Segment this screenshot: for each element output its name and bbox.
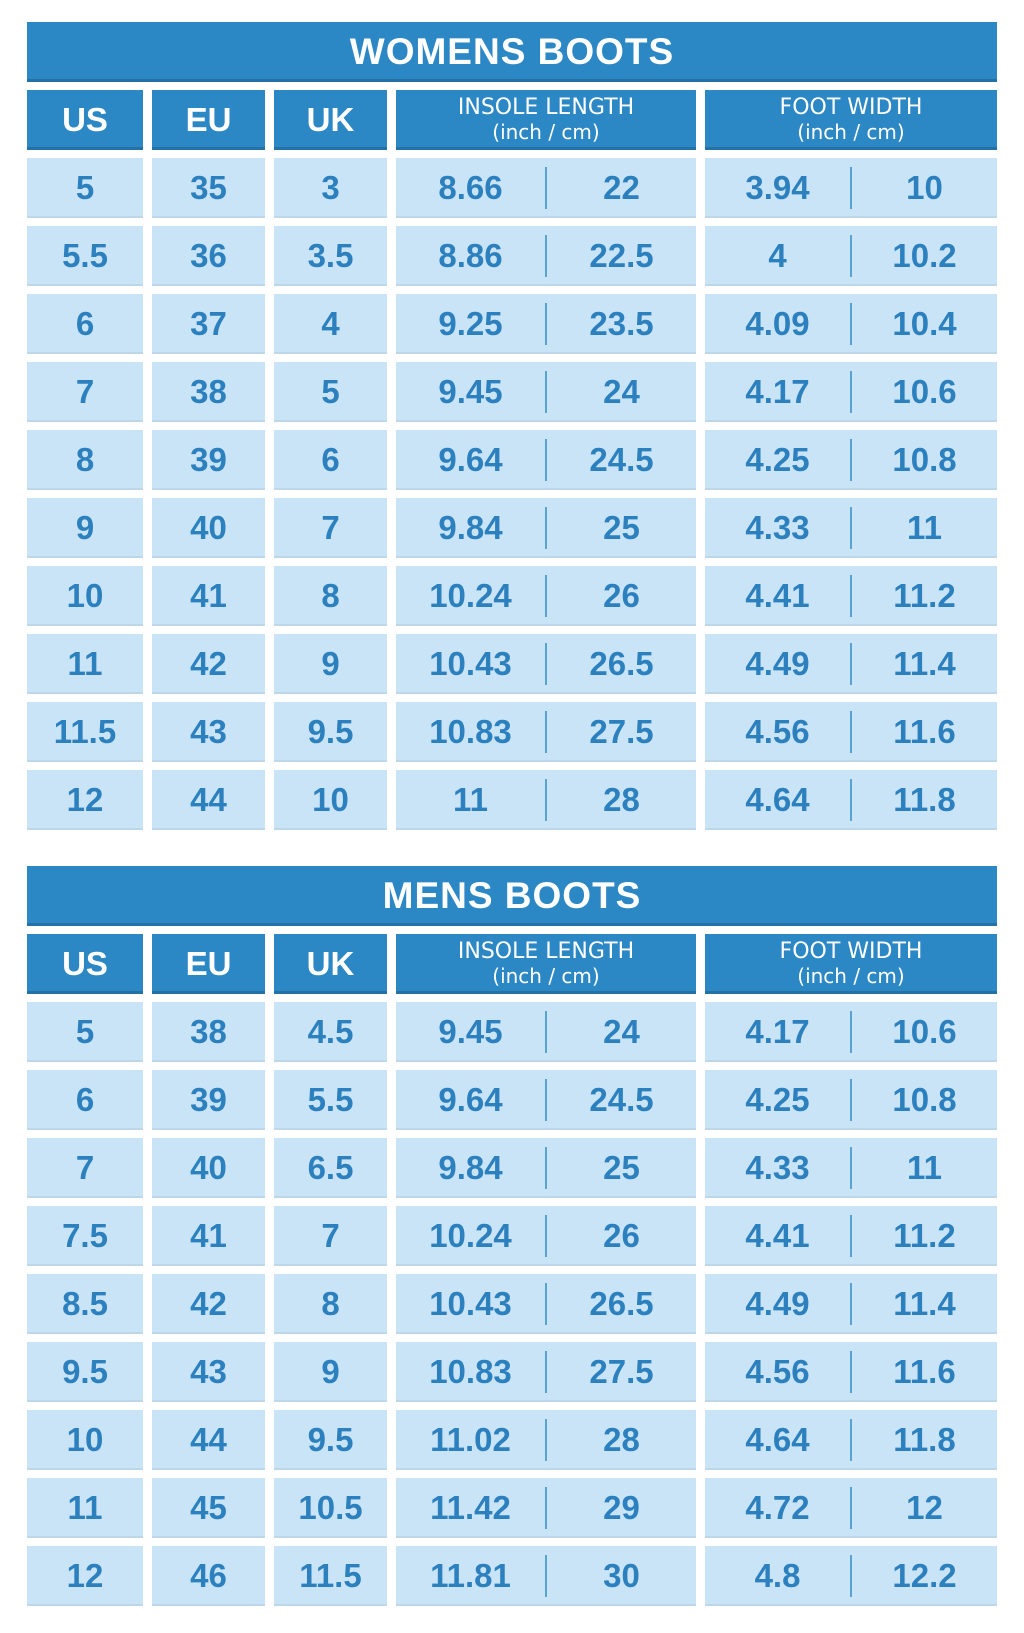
cell-uk: 9.5 <box>274 702 387 762</box>
cell-insole-cm: 25 <box>603 509 640 546</box>
cell-insole-pair <box>396 1342 696 1402</box>
cell-insole-inch: 11 <box>453 781 488 818</box>
column-header-insole-length <box>396 90 696 150</box>
cell-insole-inch: 9.84 <box>438 509 503 546</box>
cell-foot-inch: 4.09 <box>745 305 810 342</box>
cell-us: 5.5 <box>27 226 143 286</box>
cell-eu: 44 <box>152 770 265 830</box>
cell-foot-inch: 4.8 <box>754 1557 801 1594</box>
cell-foot-inch: 3.94 <box>745 169 810 206</box>
cell-foot-inch: 4.17 <box>745 373 810 410</box>
cell-insole-inch: 9.64 <box>438 441 503 478</box>
cell-insole-pair <box>396 430 696 490</box>
cell-insole-cm: 30 <box>603 1557 640 1594</box>
cell-foot-inch: 4.64 <box>745 1421 810 1458</box>
cell-us: 7 <box>27 362 143 422</box>
cell-foot-cm: 11 <box>907 1149 942 1186</box>
cell-us: 10 <box>27 566 143 626</box>
cell-uk: 7 <box>274 1206 387 1266</box>
cell-insole-cm: 29 <box>603 1489 640 1526</box>
cell-insole-cm: 27.5 <box>589 1353 654 1390</box>
cell-foot-cm: 10 <box>906 169 943 206</box>
cell-us: 8.5 <box>27 1274 143 1334</box>
cell-insole-inch: 10.43 <box>429 645 512 682</box>
cell-foot-pair <box>705 770 997 830</box>
cell-insole-pair <box>396 158 696 218</box>
cell-foot-cm: 11.4 <box>893 645 956 682</box>
cell-foot-pair <box>705 1410 997 1470</box>
cell-eu: 46 <box>152 1546 265 1606</box>
cell-foot-pair <box>705 430 997 490</box>
cell-insole-cm: 26 <box>603 577 640 614</box>
cell-insole-pair <box>396 1410 696 1470</box>
cell-insole-inch: 9.64 <box>438 1081 503 1118</box>
cell-foot-pair <box>705 498 997 558</box>
cell-foot-pair <box>705 634 997 694</box>
column-header-foot-width <box>705 934 997 994</box>
cell-insole-pair <box>396 770 696 830</box>
cell-insole-cm: 23.5 <box>589 305 654 342</box>
cell-us: 12 <box>27 770 143 830</box>
cell-foot-inch: 4.56 <box>745 1353 810 1390</box>
cell-foot-cm: 10.6 <box>892 1013 957 1050</box>
cell-us: 6 <box>27 1070 143 1130</box>
cell-insole-pair <box>396 1138 696 1198</box>
cell-foot-cm: 11.6 <box>893 1353 956 1390</box>
cell-eu: 42 <box>152 1274 265 1334</box>
column-header-foot-width-unit: (inch / cm) <box>797 120 905 145</box>
cell-foot-inch: 4.72 <box>745 1489 810 1526</box>
cell-foot-cm: 11 <box>907 509 942 546</box>
mens-boots-table <box>27 866 997 1606</box>
cell-uk: 5.5 <box>274 1070 387 1130</box>
cell-foot-cm: 11.2 <box>893 1217 956 1254</box>
column-header-insole-length-label: INSOLE LENGTH <box>457 95 635 121</box>
cell-eu: 45 <box>152 1478 265 1538</box>
cell-insole-pair <box>396 1546 696 1606</box>
cell-insole-cm: 27.5 <box>589 713 654 750</box>
cell-foot-inch: 4.33 <box>745 1149 810 1186</box>
cell-uk: 6.5 <box>274 1138 387 1198</box>
cell-foot-pair <box>705 1070 997 1130</box>
cell-insole-cm: 26.5 <box>589 1285 654 1322</box>
cell-eu: 41 <box>152 1206 265 1266</box>
cell-foot-pair <box>705 702 997 762</box>
cell-us: 11 <box>27 1478 143 1538</box>
cell-uk: 9 <box>274 634 387 694</box>
cell-uk: 8 <box>274 1274 387 1334</box>
cell-insole-cm: 22 <box>603 169 640 206</box>
cell-foot-cm: 10.6 <box>892 373 957 410</box>
cell-insole-inch: 10.24 <box>429 577 512 614</box>
cell-insole-cm: 22.5 <box>589 237 654 274</box>
cell-insole-pair <box>396 362 696 422</box>
cell-foot-inch: 4.41 <box>745 1217 810 1254</box>
cell-foot-cm: 11.8 <box>893 781 956 818</box>
cell-eu: 40 <box>152 1138 265 1198</box>
cell-insole-pair <box>396 1070 696 1130</box>
cell-insole-cm: 25 <box>603 1149 640 1186</box>
cell-foot-inch: 4.64 <box>745 781 810 818</box>
cell-insole-cm: 24 <box>603 1013 640 1050</box>
cell-insole-inch: 9.84 <box>438 1149 503 1186</box>
cell-insole-inch: 10.83 <box>429 713 512 750</box>
cell-eu: 35 <box>152 158 265 218</box>
column-header-uk: UK <box>274 934 387 994</box>
table-title: MENS BOOTS <box>27 866 997 926</box>
cell-foot-pair <box>705 158 997 218</box>
table-title: WOMENS BOOTS <box>27 22 997 82</box>
column-header-foot-width-label: FOOT WIDTH <box>779 95 923 121</box>
cell-insole-pair <box>396 566 696 626</box>
cell-foot-cm: 11.6 <box>893 713 956 750</box>
column-header-insole-length-unit: (inch / cm) <box>492 964 600 989</box>
cell-us: 11.5 <box>27 702 143 762</box>
cell-us: 6 <box>27 294 143 354</box>
cell-us: 8 <box>27 430 143 490</box>
cell-uk: 6 <box>274 430 387 490</box>
cell-insole-inch: 8.66 <box>438 169 503 206</box>
cell-foot-cm: 11.8 <box>893 1421 956 1458</box>
cell-uk: 9.5 <box>274 1410 387 1470</box>
cell-us: 10 <box>27 1410 143 1470</box>
cell-insole-cm: 26 <box>603 1217 640 1254</box>
cell-foot-cm: 12.2 <box>892 1557 957 1594</box>
cell-insole-inch: 11.02 <box>430 1421 511 1458</box>
cell-insole-inch: 11.81 <box>430 1557 511 1594</box>
cell-insole-inch: 10.83 <box>429 1353 512 1390</box>
cell-eu: 39 <box>152 430 265 490</box>
column-header-insole-length-unit: (inch / cm) <box>492 120 600 145</box>
cell-uk: 4 <box>274 294 387 354</box>
cell-uk: 3.5 <box>274 226 387 286</box>
cell-uk: 11.5 <box>274 1546 387 1606</box>
cell-uk: 3 <box>274 158 387 218</box>
column-header-foot-width <box>705 90 997 150</box>
cell-insole-cm: 28 <box>603 1421 640 1458</box>
cell-foot-pair <box>705 1002 997 1062</box>
cell-eu: 40 <box>152 498 265 558</box>
cell-foot-pair <box>705 294 997 354</box>
cell-us: 5 <box>27 1002 143 1062</box>
cell-eu: 43 <box>152 702 265 762</box>
cell-insole-inch: 10.24 <box>429 1217 512 1254</box>
cell-insole-pair <box>396 1206 696 1266</box>
cell-eu: 38 <box>152 1002 265 1062</box>
cell-insole-pair <box>396 634 696 694</box>
cell-eu: 39 <box>152 1070 265 1130</box>
cell-uk: 10.5 <box>274 1478 387 1538</box>
cell-insole-inch: 9.45 <box>438 1013 503 1050</box>
cell-foot-pair <box>705 1206 997 1266</box>
cell-foot-inch: 4.25 <box>745 441 810 478</box>
cell-uk: 8 <box>274 566 387 626</box>
cell-insole-pair <box>396 498 696 558</box>
column-header-insole-length <box>396 934 696 994</box>
cell-us: 12 <box>27 1546 143 1606</box>
cell-foot-pair <box>705 226 997 286</box>
cell-insole-inch: 9.25 <box>438 305 503 342</box>
cell-foot-inch: 4 <box>768 237 787 274</box>
column-header-eu: EU <box>152 934 265 994</box>
cell-insole-inch: 10.43 <box>429 1285 512 1322</box>
cell-foot-pair <box>705 1478 997 1538</box>
cell-foot-inch: 4.41 <box>745 577 810 614</box>
table-grid <box>27 866 997 1606</box>
column-header-us: US <box>27 90 143 150</box>
cell-foot-pair <box>705 1138 997 1198</box>
cell-insole-cm: 24 <box>603 373 640 410</box>
column-header-uk: UK <box>274 90 387 150</box>
cell-insole-pair <box>396 1002 696 1062</box>
cell-us: 5 <box>27 158 143 218</box>
cell-foot-inch: 4.17 <box>745 1013 810 1050</box>
cell-uk: 4.5 <box>274 1002 387 1062</box>
cell-foot-inch: 4.56 <box>745 713 810 750</box>
cell-uk: 9 <box>274 1342 387 1402</box>
cell-us: 9.5 <box>27 1342 143 1402</box>
cell-insole-cm: 26.5 <box>589 645 654 682</box>
column-header-us: US <box>27 934 143 994</box>
cell-insole-inch: 8.86 <box>438 237 503 274</box>
cell-insole-inch: 9.45 <box>438 373 503 410</box>
cell-insole-cm: 24.5 <box>589 441 654 478</box>
cell-foot-pair <box>705 1342 997 1402</box>
column-header-foot-width-label: FOOT WIDTH <box>779 939 923 965</box>
cell-eu: 43 <box>152 1342 265 1402</box>
cell-foot-cm: 10.8 <box>892 441 957 478</box>
cell-eu: 44 <box>152 1410 265 1470</box>
cell-insole-pair <box>396 702 696 762</box>
cell-us: 7 <box>27 1138 143 1198</box>
cell-eu: 36 <box>152 226 265 286</box>
cell-us: 11 <box>27 634 143 694</box>
cell-insole-cm: 28 <box>603 781 640 818</box>
cell-insole-pair <box>396 226 696 286</box>
cell-foot-cm: 10.2 <box>892 237 957 274</box>
column-header-foot-width-unit: (inch / cm) <box>797 964 905 989</box>
cell-foot-inch: 4.33 <box>745 509 810 546</box>
column-header-eu: EU <box>152 90 265 150</box>
cell-foot-cm: 11.4 <box>893 1285 956 1322</box>
cell-foot-cm: 10.4 <box>892 305 957 342</box>
cell-eu: 38 <box>152 362 265 422</box>
cell-uk: 5 <box>274 362 387 422</box>
cell-insole-cm: 24.5 <box>589 1081 654 1118</box>
cell-foot-inch: 4.49 <box>745 1285 810 1322</box>
cell-uk: 7 <box>274 498 387 558</box>
cell-foot-inch: 4.49 <box>745 645 810 682</box>
womens-boots-table <box>27 22 997 830</box>
cell-foot-pair <box>705 566 997 626</box>
cell-foot-pair <box>705 362 997 422</box>
table-grid <box>27 22 997 830</box>
column-header-insole-length-label: INSOLE LENGTH <box>457 939 635 965</box>
cell-foot-pair <box>705 1274 997 1334</box>
cell-eu: 37 <box>152 294 265 354</box>
cell-insole-pair <box>396 294 696 354</box>
cell-us: 9 <box>27 498 143 558</box>
cell-eu: 42 <box>152 634 265 694</box>
cell-foot-cm: 12 <box>906 1489 943 1526</box>
cell-foot-pair <box>705 1546 997 1606</box>
cell-us: 7.5 <box>27 1206 143 1266</box>
cell-foot-inch: 4.25 <box>745 1081 810 1118</box>
cell-uk: 10 <box>274 770 387 830</box>
cell-eu: 41 <box>152 566 265 626</box>
cell-insole-pair <box>396 1478 696 1538</box>
cell-foot-cm: 11.2 <box>893 577 956 614</box>
cell-insole-inch: 11.42 <box>430 1489 511 1526</box>
cell-foot-cm: 10.8 <box>892 1081 957 1118</box>
cell-insole-pair <box>396 1274 696 1334</box>
